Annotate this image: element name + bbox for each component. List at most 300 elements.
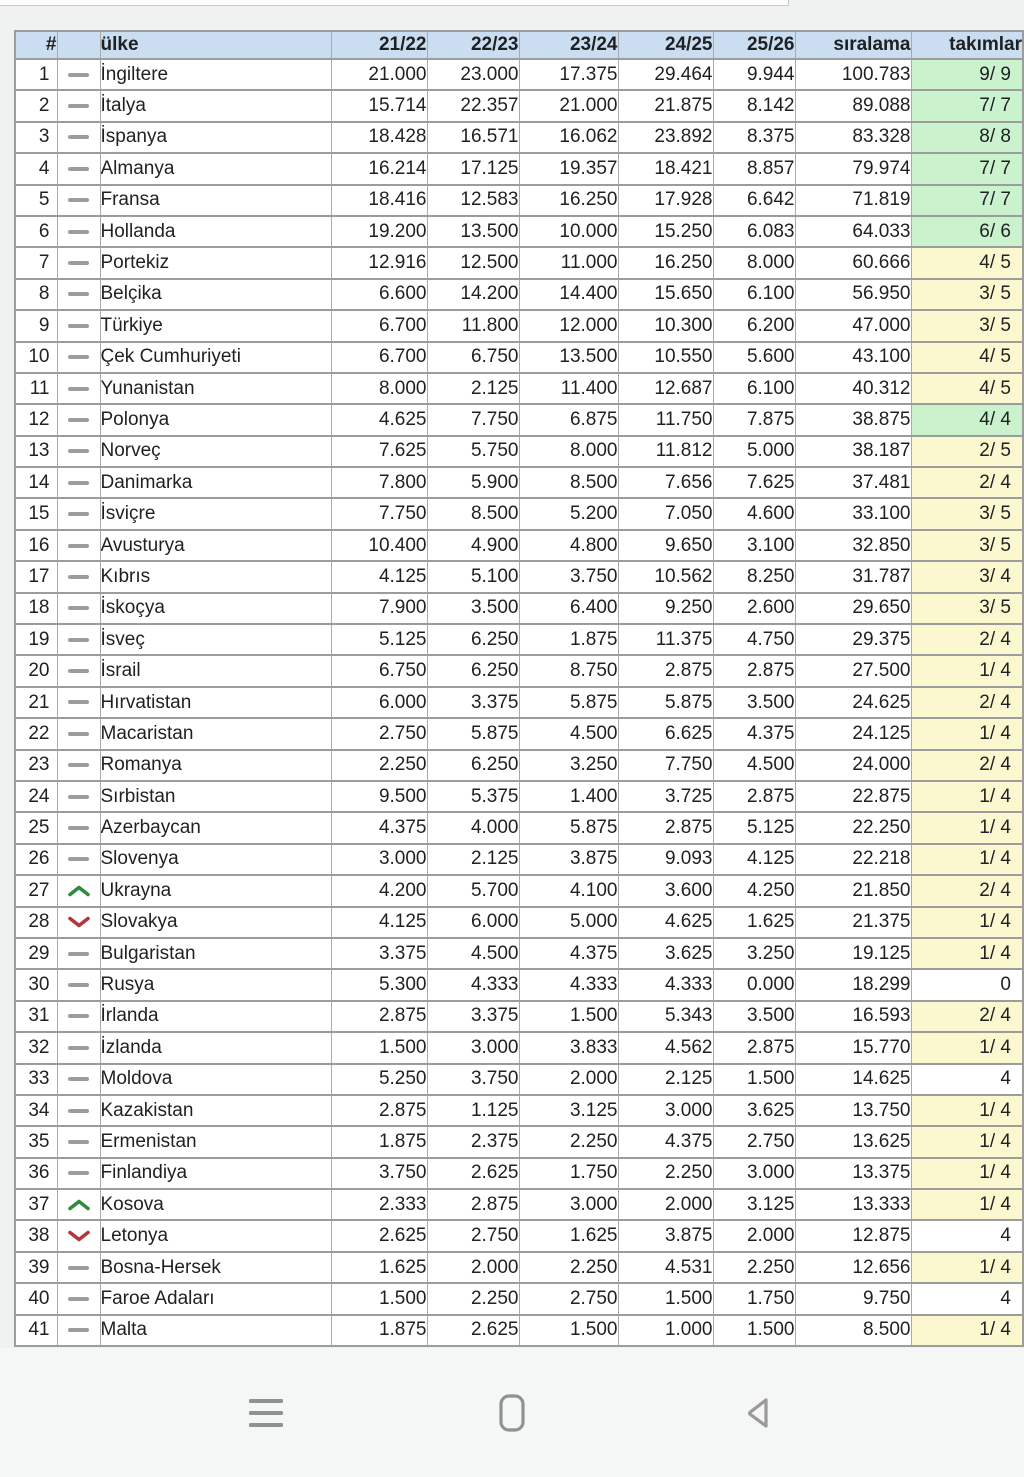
rank-cell: 40	[15, 1283, 57, 1314]
trend-cell	[57, 687, 100, 718]
no-change-dash-icon	[68, 1140, 89, 1144]
teams-cell: 2/ 4	[911, 1001, 1023, 1032]
no-change-dash-icon	[68, 261, 89, 265]
trend-cell	[57, 1032, 100, 1063]
total-cell: 13.333	[795, 1189, 911, 1220]
trend-cell	[57, 844, 100, 875]
total-cell: 22.875	[795, 781, 911, 812]
season-value-cell: 21.875	[618, 90, 713, 121]
season-value-cell: 6.100	[713, 279, 795, 310]
total-cell: 13.750	[795, 1095, 911, 1126]
trend-cell	[57, 750, 100, 781]
menu-button[interactable]	[238, 1385, 294, 1441]
rank-cell: 6	[15, 216, 57, 247]
season-value-cell: 5.125	[331, 624, 427, 655]
country-cell: İsviçre	[100, 498, 331, 529]
teams-cell: 4	[911, 1283, 1023, 1314]
country-cell: Norveç	[100, 436, 331, 467]
country-cell: Avusturya	[100, 530, 331, 561]
table-row	[15, 1315, 1023, 1346]
season-value-cell: 5.100	[427, 561, 519, 592]
season-value-cell: 18.421	[618, 153, 713, 184]
total-cell: 64.033	[795, 216, 911, 247]
season-value-cell: 5.875	[618, 687, 713, 718]
trend-cell	[57, 812, 100, 843]
teams-cell: 0	[911, 969, 1023, 1000]
country-cell: Finlandiya	[100, 1158, 331, 1189]
season-value-cell: 6.875	[519, 404, 618, 435]
total-cell: 21.375	[795, 907, 911, 938]
back-button[interactable]	[730, 1385, 786, 1441]
header-trend	[57, 31, 100, 59]
season-value-cell: 3.125	[713, 1189, 795, 1220]
rank-cell: 36	[15, 1158, 57, 1189]
rank-cell: 21	[15, 687, 57, 718]
season-value-cell: 4.375	[713, 718, 795, 749]
table-row	[15, 90, 1023, 121]
table-row	[15, 655, 1023, 686]
season-value-cell: 23.000	[427, 59, 519, 90]
header-rank: #	[15, 31, 57, 59]
table-row	[15, 342, 1023, 373]
season-value-cell: 4.531	[618, 1252, 713, 1283]
total-cell: 83.328	[795, 122, 911, 153]
rank-cell: 16	[15, 530, 57, 561]
table-row	[15, 561, 1023, 592]
season-value-cell: 7.625	[331, 436, 427, 467]
season-value-cell: 3.000	[427, 1032, 519, 1063]
season-value-cell: 4.333	[519, 969, 618, 1000]
total-cell: 37.481	[795, 467, 911, 498]
rank-cell: 22	[15, 718, 57, 749]
season-value-cell: 1.625	[519, 1220, 618, 1251]
teams-cell: 4	[911, 1064, 1023, 1095]
table-row	[15, 781, 1023, 812]
teams-cell: 1/ 4	[911, 718, 1023, 749]
season-value-cell: 2.625	[427, 1158, 519, 1189]
season-value-cell: 8.375	[713, 122, 795, 153]
season-value-cell: 5.300	[331, 969, 427, 1000]
season-value-cell: 8.000	[713, 247, 795, 278]
teams-cell: 4/ 5	[911, 373, 1023, 404]
no-change-dash-icon	[68, 355, 89, 359]
season-value-cell: 1.500	[713, 1315, 795, 1346]
season-value-cell: 6.100	[713, 373, 795, 404]
season-value-cell: 7.050	[618, 498, 713, 529]
season-value-cell: 1.500	[713, 1064, 795, 1095]
season-value-cell: 6.200	[713, 310, 795, 341]
country-cell: Moldova	[100, 1064, 331, 1095]
season-value-cell: 3.750	[519, 561, 618, 592]
season-value-cell: 2.875	[427, 1189, 519, 1220]
season-value-cell: 15.650	[618, 279, 713, 310]
trend-cell	[57, 1126, 100, 1157]
season-value-cell: 7.900	[331, 593, 427, 624]
no-change-dash-icon	[68, 763, 89, 767]
no-change-dash-icon	[68, 1014, 89, 1018]
no-change-dash-icon	[68, 1266, 89, 1270]
teams-cell: 3/ 5	[911, 593, 1023, 624]
teams-cell: 4/ 5	[911, 342, 1023, 373]
teams-cell: 4	[911, 1220, 1023, 1251]
total-cell: 40.312	[795, 373, 911, 404]
season-value-cell: 9.250	[618, 593, 713, 624]
season-value-cell: 4.625	[331, 404, 427, 435]
season-value-cell: 6.400	[519, 593, 618, 624]
season-value-cell: 7.750	[618, 750, 713, 781]
table-row	[15, 1095, 1023, 1126]
season-value-cell: 1.750	[713, 1283, 795, 1314]
teams-cell: 3/ 4	[911, 561, 1023, 592]
country-cell: Kosova	[100, 1189, 331, 1220]
table-row	[15, 938, 1023, 969]
teams-cell: 1/ 4	[911, 812, 1023, 843]
season-value-cell: 4.600	[713, 498, 795, 529]
country-cell: Macaristan	[100, 718, 331, 749]
trend-cell	[57, 907, 100, 938]
trend-cell	[57, 1283, 100, 1314]
header-season-24-25: 24/25	[618, 31, 713, 59]
teams-cell: 1/ 4	[911, 1158, 1023, 1189]
table-row	[15, 969, 1023, 1000]
rank-cell: 1	[15, 59, 57, 90]
season-value-cell: 6.000	[427, 907, 519, 938]
total-cell: 100.783	[795, 59, 911, 90]
season-value-cell: 6.642	[713, 185, 795, 216]
total-cell: 14.625	[795, 1064, 911, 1095]
table-header-row	[15, 31, 1023, 59]
rank-cell: 13	[15, 436, 57, 467]
country-cell: İskoçya	[100, 593, 331, 624]
home-icon	[499, 1394, 525, 1432]
table-row	[15, 812, 1023, 843]
total-cell: 31.787	[795, 561, 911, 592]
season-value-cell: 2.600	[713, 593, 795, 624]
season-value-cell: 2.875	[618, 655, 713, 686]
season-value-cell: 3.833	[519, 1032, 618, 1063]
season-value-cell: 9.093	[618, 844, 713, 875]
season-value-cell: 3.500	[713, 687, 795, 718]
season-value-cell: 2.625	[331, 1220, 427, 1251]
season-value-cell: 1.875	[519, 624, 618, 655]
season-value-cell: 0.000	[713, 969, 795, 1000]
country-cell: Faroe Adaları	[100, 1283, 331, 1314]
no-change-dash-icon	[68, 826, 89, 830]
table-row	[15, 216, 1023, 247]
season-value-cell: 2.875	[331, 1095, 427, 1126]
country-cell: Bulgaristan	[100, 938, 331, 969]
rank-cell: 20	[15, 655, 57, 686]
country-cell: Bosna-Hersek	[100, 1252, 331, 1283]
trend-cell	[57, 1189, 100, 1220]
total-cell: 29.375	[795, 624, 911, 655]
season-value-cell: 10.000	[519, 216, 618, 247]
season-value-cell: 6.600	[331, 279, 427, 310]
season-value-cell: 6.700	[331, 310, 427, 341]
total-cell: 13.625	[795, 1126, 911, 1157]
total-cell: 38.875	[795, 404, 911, 435]
table-row	[15, 593, 1023, 624]
table-row	[15, 373, 1023, 404]
season-value-cell: 8.142	[713, 90, 795, 121]
table-row	[15, 498, 1023, 529]
season-value-cell: 6.750	[331, 655, 427, 686]
rank-cell: 33	[15, 1064, 57, 1095]
season-value-cell: 6.250	[427, 655, 519, 686]
rank-cell: 30	[15, 969, 57, 1000]
rank-cell: 11	[15, 373, 57, 404]
rank-cell: 39	[15, 1252, 57, 1283]
table-row	[15, 1220, 1023, 1251]
season-value-cell: 1.000	[618, 1315, 713, 1346]
season-value-cell: 18.428	[331, 122, 427, 153]
table-row	[15, 687, 1023, 718]
trend-cell	[57, 404, 100, 435]
trend-cell	[57, 247, 100, 278]
table-row	[15, 530, 1023, 561]
rank-cell: 14	[15, 467, 57, 498]
season-value-cell: 2.250	[713, 1252, 795, 1283]
season-value-cell: 11.000	[519, 247, 618, 278]
teams-cell: 1/ 4	[911, 1126, 1023, 1157]
season-value-cell: 10.550	[618, 342, 713, 373]
season-value-cell: 21.000	[519, 90, 618, 121]
trend-cell	[57, 216, 100, 247]
trend-cell	[57, 624, 100, 655]
season-value-cell: 2.000	[713, 1220, 795, 1251]
season-value-cell: 19.200	[331, 216, 427, 247]
no-change-dash-icon	[68, 481, 89, 485]
country-cell: Slovenya	[100, 844, 331, 875]
total-cell: 47.000	[795, 310, 911, 341]
season-value-cell: 4.125	[713, 844, 795, 875]
season-value-cell: 16.250	[618, 247, 713, 278]
season-value-cell: 22.357	[427, 90, 519, 121]
table-row	[15, 467, 1023, 498]
season-value-cell: 8.857	[713, 153, 795, 184]
season-value-cell: 3.625	[713, 1095, 795, 1126]
country-cell: İspanya	[100, 122, 331, 153]
country-cell: Fransa	[100, 185, 331, 216]
total-cell: 12.656	[795, 1252, 911, 1283]
total-cell: 8.500	[795, 1315, 911, 1346]
season-value-cell: 8.000	[519, 436, 618, 467]
season-value-cell: 16.214	[331, 153, 427, 184]
table-row	[15, 1001, 1023, 1032]
trend-cell	[57, 1001, 100, 1032]
season-value-cell: 4.333	[427, 969, 519, 1000]
no-change-dash-icon	[68, 1328, 89, 1332]
season-value-cell: 2.375	[427, 1126, 519, 1157]
country-cell: Türkiye	[100, 310, 331, 341]
teams-cell: 6/ 6	[911, 216, 1023, 247]
rank-cell: 23	[15, 750, 57, 781]
country-cell: Kazakistan	[100, 1095, 331, 1126]
no-change-dash-icon	[68, 1109, 89, 1113]
season-value-cell: 12.583	[427, 185, 519, 216]
country-cell: Almanya	[100, 153, 331, 184]
season-value-cell: 2.000	[427, 1252, 519, 1283]
season-value-cell: 2.333	[331, 1189, 427, 1220]
season-value-cell: 3.375	[427, 1001, 519, 1032]
teams-cell: 7/ 7	[911, 90, 1023, 121]
uefa-country-coefficient-table	[14, 30, 1024, 1347]
header-season-25-26: 25/26	[713, 31, 795, 59]
header-season-23-24: 23/24	[519, 31, 618, 59]
country-cell: Azerbaycan	[100, 812, 331, 843]
table-row	[15, 1126, 1023, 1157]
teams-cell: 9/ 9	[911, 59, 1023, 90]
season-value-cell: 10.400	[331, 530, 427, 561]
season-value-cell: 3.725	[618, 781, 713, 812]
season-value-cell: 3.375	[331, 938, 427, 969]
season-value-cell: 12.000	[519, 310, 618, 341]
header-season-21-22: 21/22	[331, 31, 427, 59]
season-value-cell: 17.125	[427, 153, 519, 184]
country-cell: İngiltere	[100, 59, 331, 90]
trend-cell	[57, 1315, 100, 1346]
table-row	[15, 844, 1023, 875]
season-value-cell: 5.700	[427, 875, 519, 906]
teams-cell: 3/ 5	[911, 279, 1023, 310]
trend-cell	[57, 342, 100, 373]
no-change-dash-icon	[68, 857, 89, 861]
season-value-cell: 3.100	[713, 530, 795, 561]
season-value-cell: 6.250	[427, 750, 519, 781]
teams-cell: 1/ 4	[911, 938, 1023, 969]
country-cell: İrlanda	[100, 1001, 331, 1032]
rank-cell: 24	[15, 781, 57, 812]
season-value-cell: 2.125	[618, 1064, 713, 1095]
season-value-cell: 29.464	[618, 59, 713, 90]
season-value-cell: 4.800	[519, 530, 618, 561]
season-value-cell: 2.875	[713, 655, 795, 686]
season-value-cell: 2.750	[427, 1220, 519, 1251]
season-value-cell: 3.875	[519, 844, 618, 875]
no-change-dash-icon	[68, 983, 89, 987]
table-row	[15, 718, 1023, 749]
teams-cell: 4/ 5	[911, 247, 1023, 278]
season-value-cell: 8.250	[713, 561, 795, 592]
country-cell: Sırbistan	[100, 781, 331, 812]
season-value-cell: 4.562	[618, 1032, 713, 1063]
country-cell: Rusya	[100, 969, 331, 1000]
season-value-cell: 15.714	[331, 90, 427, 121]
total-cell: 38.187	[795, 436, 911, 467]
season-value-cell: 5.250	[331, 1064, 427, 1095]
trend-cell	[57, 153, 100, 184]
trend-cell	[57, 467, 100, 498]
season-value-cell: 3.000	[331, 844, 427, 875]
teams-cell: 3/ 5	[911, 310, 1023, 341]
rank-cell: 19	[15, 624, 57, 655]
total-cell: 22.218	[795, 844, 911, 875]
total-cell: 16.593	[795, 1001, 911, 1032]
season-value-cell: 2.000	[618, 1189, 713, 1220]
rank-cell: 35	[15, 1126, 57, 1157]
season-value-cell: 7.875	[713, 404, 795, 435]
up-arrow-icon	[68, 884, 90, 898]
season-value-cell: 8.500	[519, 467, 618, 498]
no-change-dash-icon	[68, 952, 89, 956]
season-value-cell: 7.800	[331, 467, 427, 498]
no-change-dash-icon	[68, 449, 89, 453]
season-value-cell: 16.250	[519, 185, 618, 216]
rank-cell: 41	[15, 1315, 57, 1346]
season-value-cell: 4.375	[618, 1126, 713, 1157]
country-cell: Portekiz	[100, 247, 331, 278]
season-value-cell: 7.656	[618, 467, 713, 498]
total-cell: 56.950	[795, 279, 911, 310]
season-value-cell: 16.571	[427, 122, 519, 153]
teams-cell: 7/ 7	[911, 153, 1023, 184]
season-value-cell: 3.000	[519, 1189, 618, 1220]
no-change-dash-icon	[68, 292, 89, 296]
total-cell: 24.125	[795, 718, 911, 749]
header-total-ranking: sıralama	[795, 31, 911, 59]
no-change-dash-icon	[68, 73, 89, 77]
home-button[interactable]	[484, 1385, 540, 1441]
season-value-cell: 1.500	[519, 1001, 618, 1032]
total-cell: 79.974	[795, 153, 911, 184]
total-cell: 19.125	[795, 938, 911, 969]
rank-cell: 9	[15, 310, 57, 341]
no-change-dash-icon	[68, 230, 89, 234]
table-row	[15, 750, 1023, 781]
table-row	[15, 247, 1023, 278]
season-value-cell: 2.875	[618, 812, 713, 843]
rank-cell: 32	[15, 1032, 57, 1063]
no-change-dash-icon	[68, 135, 89, 139]
season-value-cell: 1.500	[331, 1032, 427, 1063]
rank-cell: 4	[15, 153, 57, 184]
season-value-cell: 2.875	[331, 1001, 427, 1032]
season-value-cell: 2.250	[618, 1158, 713, 1189]
country-cell: İtalya	[100, 90, 331, 121]
season-value-cell: 3.875	[618, 1220, 713, 1251]
season-value-cell: 1.875	[331, 1315, 427, 1346]
trend-cell	[57, 1064, 100, 1095]
teams-cell: 1/ 4	[911, 1315, 1023, 1346]
teams-cell: 7/ 7	[911, 185, 1023, 216]
season-value-cell: 1.125	[427, 1095, 519, 1126]
trend-cell	[57, 530, 100, 561]
teams-cell: 1/ 4	[911, 781, 1023, 812]
season-value-cell: 13.500	[427, 216, 519, 247]
no-change-dash-icon	[68, 795, 89, 799]
table-row	[15, 1158, 1023, 1189]
season-value-cell: 2.750	[331, 718, 427, 749]
season-value-cell: 3.000	[713, 1158, 795, 1189]
season-value-cell: 6.625	[618, 718, 713, 749]
total-cell: 13.375	[795, 1158, 911, 1189]
total-cell: 33.100	[795, 498, 911, 529]
teams-cell: 2/ 4	[911, 750, 1023, 781]
rank-cell: 27	[15, 875, 57, 906]
season-value-cell: 5.875	[519, 812, 618, 843]
season-value-cell: 18.416	[331, 185, 427, 216]
season-value-cell: 16.062	[519, 122, 618, 153]
table-row	[15, 279, 1023, 310]
season-value-cell: 11.375	[618, 624, 713, 655]
season-value-cell: 2.250	[519, 1126, 618, 1157]
rank-cell: 15	[15, 498, 57, 529]
season-value-cell: 1.625	[713, 907, 795, 938]
season-value-cell: 5.750	[427, 436, 519, 467]
teams-cell: 1/ 4	[911, 1032, 1023, 1063]
total-cell: 27.500	[795, 655, 911, 686]
table-row	[15, 1283, 1023, 1314]
